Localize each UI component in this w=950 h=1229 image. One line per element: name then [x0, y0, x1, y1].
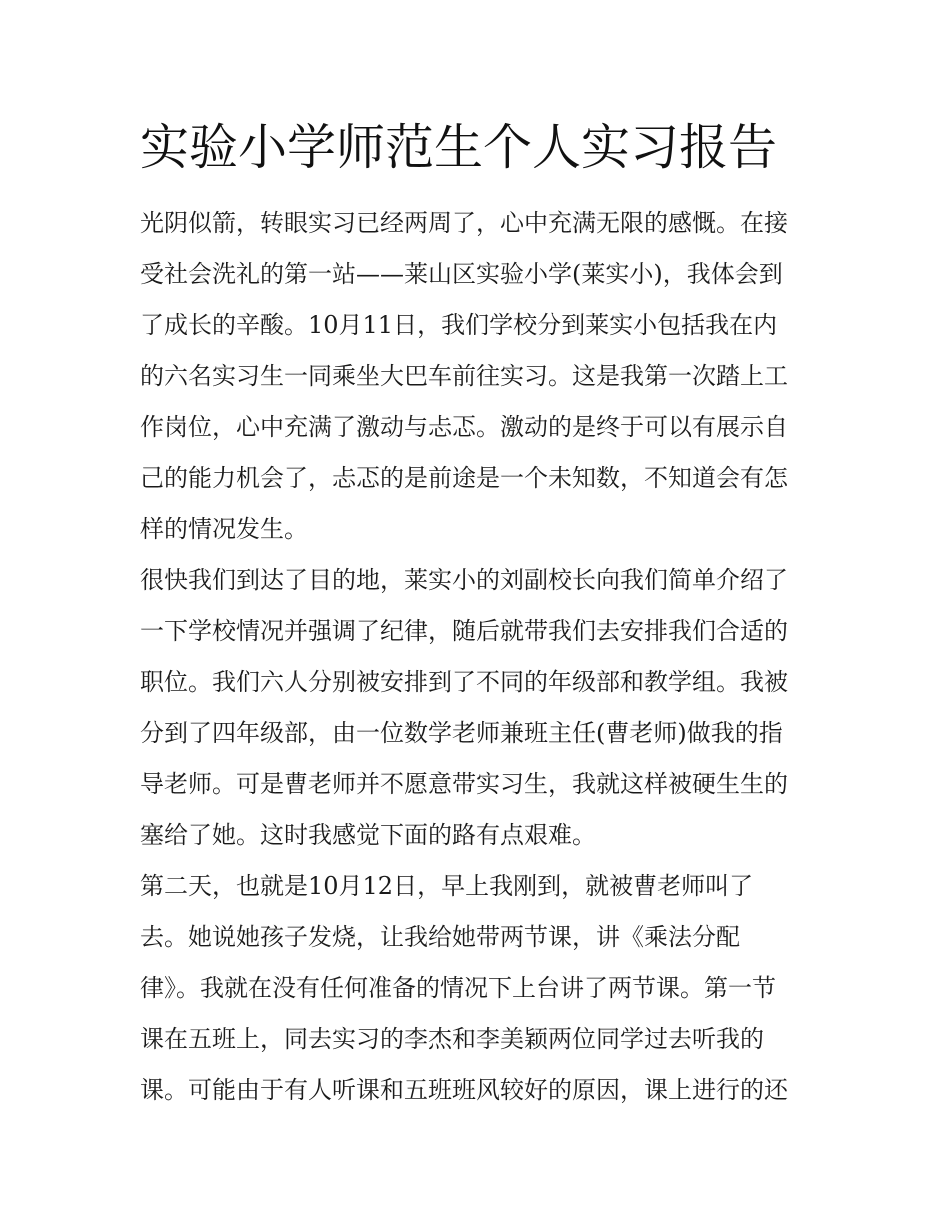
text-line: 的六名实习生一同乘坐大巴车前往实习。这是我第一次踏上工	[140, 362, 788, 390]
text-line: 塞给了她。这时我感觉下面的路有点艰难。	[140, 821, 596, 849]
document-body	[140, 198, 820, 1116]
text-line: 作岗位，心中充满了激动与忐忑。激动的是终于可以有展示自	[140, 413, 788, 441]
text-line: 很快我们到达了目的地，莱实小的刘副校长向我们简单介绍了	[140, 566, 788, 594]
text-line: 受社会洗礼的第一站——莱山区实验小学(莱实小)，我体会到	[140, 260, 783, 288]
text-line: 己的能力机会了，忐忑的是前途是一个未知数，不知道会有怎	[140, 464, 788, 492]
text-line: 了成长的辛酸。10月11日，我们学校分到莱实小包括我在内	[140, 311, 778, 339]
text-line: 光阴似箭，转眼实习已经两周了，心中充满无限的感慨。在接	[140, 209, 788, 237]
text-line: 一下学校情况并强调了纪律，随后就带我们去安排我们合适的	[140, 617, 788, 645]
text-line: 导老师。可是曹老师并不愿意带实习生，我就这样被硬生生的	[140, 770, 788, 798]
text-line: 职位。我们六人分别被安排到了不同的年级部和教学组。我被	[140, 668, 788, 696]
text-line: 样的情况发生。	[140, 515, 308, 543]
text-line: 律》。我就在没有任何准备的情况下上台讲了两节课。第一节	[140, 974, 776, 1002]
document-title: 实验小学师范生个人实习报告	[140, 119, 778, 176]
text-line: 第二天，也就是10月12日，早上我刚到，就被曹老师叫了	[140, 872, 754, 900]
text-line: 去。她说她孩子发烧，让我给她带两节课，讲《乘法分配	[140, 923, 740, 951]
text-line: 课。可能由于有人听课和五班班风较好的原因，课上进行的还	[140, 1076, 788, 1104]
text-line: 分到了四年级部，由一位数学老师兼班主任(曹老师)做我的指	[140, 719, 783, 747]
text-line: 课在五班上，同去实习的李杰和李美颖两位同学过去听我的	[140, 1025, 764, 1053]
